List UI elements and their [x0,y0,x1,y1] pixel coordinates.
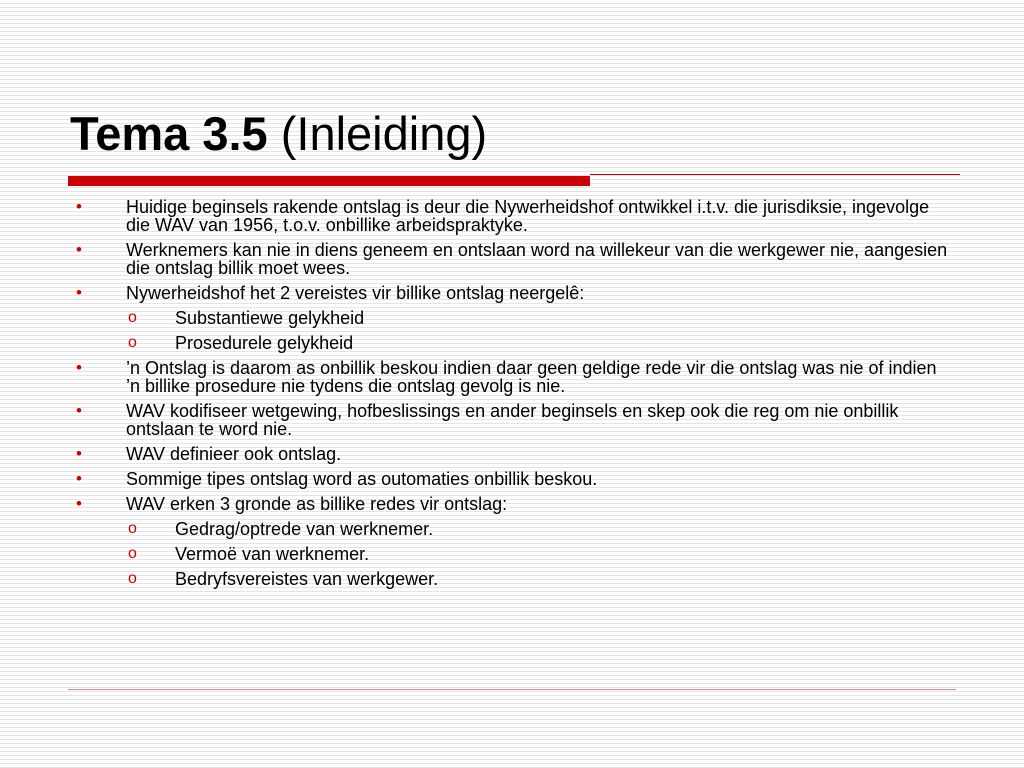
sub-bullet-item [70,545,950,563]
slide-title-bold: Tema 3.5 [70,107,268,160]
bullet-item [70,359,950,395]
bullet-item [70,241,950,277]
bullet-icon: • [76,444,82,463]
sub-bullet-text: Bedryfsvereistes van werkgewer. [175,569,439,589]
title-underline-thin [590,174,960,175]
sub-bullet-item [70,520,950,538]
bullet-icon: • [76,283,82,302]
circle-bullet-icon: o [128,520,137,537]
bullet-item [70,445,950,463]
bullet-icon: • [76,469,82,488]
circle-bullet-icon: o [128,334,137,351]
bullet-text: ’n Ontslag is daarom as onbillik beskou indien daar geen geldige rede vir die ontslag was nie of indien ’n billike prosedure nie tydens die ontslag gevolg is nie. [126,358,937,396]
bullet-list [70,198,950,595]
bullet-icon: • [76,240,82,259]
bullet-text: WAV kodifiseer wetgewing, hofbeslissings en ander beginsels en skep ook die reg om nie onbillik ontslaan te word nie. [126,401,899,439]
bullet-item [70,402,950,438]
bullet-icon: • [76,494,82,513]
bullet-item [70,198,950,234]
bullet-text: Nywerheidshof het 2 vereistes vir billike ontslag neergelê: [126,283,585,303]
title-underline-thick [68,176,590,186]
sub-bullet-text: Gedrag/optrede van werknemer. [175,519,434,539]
bullet-icon: • [76,358,82,377]
sub-bullet-text: Vermoë van werknemer. [175,544,370,564]
slide-title [70,104,487,164]
footer-divider [68,689,956,690]
circle-bullet-icon: o [128,545,137,562]
bullet-item [70,470,950,488]
sub-bullet-item [70,334,950,352]
circle-bullet-icon: o [128,309,137,326]
bullet-item [70,284,950,302]
sub-bullet-text: Prosedurele gelykheid [175,333,354,353]
sub-bullet-item [70,309,950,327]
sub-bullet-text: Substantiewe gelykheid [175,308,365,328]
bullet-text: WAV definieer ook ontslag. [126,444,342,464]
bullet-text: Huidige beginsels rakende ontslag is deur die Nywerheidshof ontwikkel i.t.v. die jurisdiksie, ingevolge die WAV van 1956, t.o.v. onbillike arbeidspraktyke. [126,197,930,235]
slide-title-rest: (Inleiding) [280,107,488,160]
circle-bullet-icon: o [128,570,137,587]
bullet-icon: • [76,401,82,420]
sub-bullet-item [70,570,950,588]
bullet-icon: • [76,197,82,216]
bullet-text: WAV erken 3 gronde as billike redes vir ontslag: [126,494,508,514]
bullet-text: Sommige tipes ontslag word as outomaties onbillik beskou. [126,469,598,489]
bullet-item [70,495,950,513]
bullet-text: Werknemers kan nie in diens geneem en ontslaan word na willekeur van die werkgewer nie, aangesien die ontslag billik moet wees. [126,240,948,278]
